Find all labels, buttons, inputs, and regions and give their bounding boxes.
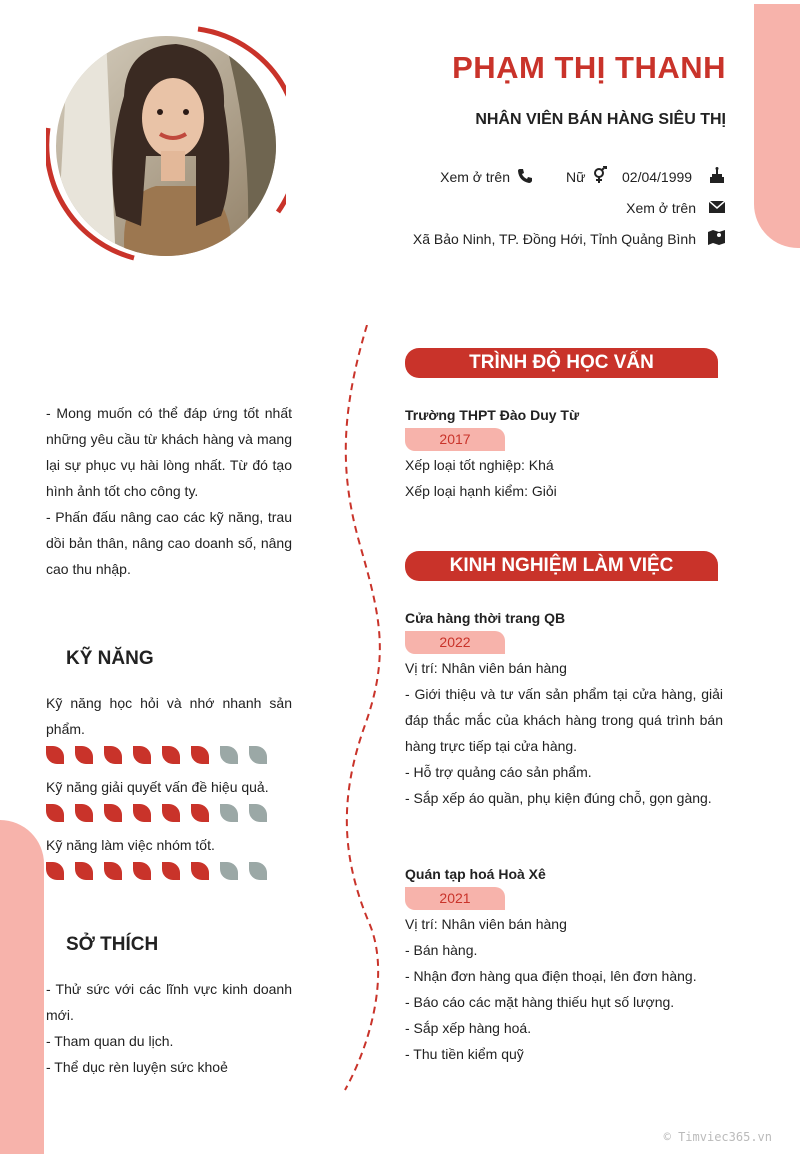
skill-leaf-filled bbox=[162, 804, 180, 822]
decorative-corner-top-right bbox=[754, 4, 800, 248]
skill-leaf-filled bbox=[46, 804, 64, 822]
hobbies-heading: SỞ THÍCH bbox=[66, 934, 159, 955]
job-line: Vị trí: Nhân viên bán hàng bbox=[405, 660, 567, 676]
skill-leaf-filled bbox=[162, 862, 180, 880]
job-line: - Sắp xếp áo quần, phụ kiện đúng chỗ, gọn gàng. bbox=[405, 790, 712, 806]
job-title: NHÂN VIÊN BÁN HÀNG SIÊU THỊ bbox=[475, 111, 726, 128]
job-details bbox=[405, 655, 723, 811]
avatar bbox=[46, 26, 286, 266]
skill-leaf-empty bbox=[249, 804, 267, 822]
experience-heading: KINH NGHIỆM LÀM VIỆC bbox=[405, 551, 718, 581]
job-line: Vị trí: Nhân viên bán hàng bbox=[405, 916, 567, 932]
skill-leaf-filled bbox=[162, 746, 180, 764]
hobby-item: - Tham quan du lịch. bbox=[46, 1033, 174, 1049]
candidate-name: PHẠM THỊ THANH bbox=[452, 50, 726, 85]
skill-label: Kỹ năng làm việc nhóm tốt. bbox=[46, 837, 215, 853]
hobby-item: - Thử sức với các lĩnh vực kinh doanh mới. bbox=[46, 981, 292, 1023]
skill-rating bbox=[46, 804, 276, 824]
envelope-icon bbox=[709, 201, 725, 213]
job-line: - Giới thiệu và tư vấn sản phẩm tại cửa hàng, giải đáp thắc mắc của khách hàng trong quá trình bán hàng trực tiếp tại cửa hàng. bbox=[405, 686, 723, 754]
skills-heading: KỸ NĂNG bbox=[66, 648, 154, 669]
skill-rating bbox=[46, 862, 276, 882]
job-line: - Thu tiền kiểm quỹ bbox=[405, 1046, 524, 1062]
education-heading: TRÌNH ĐỘ HỌC VẤN bbox=[405, 348, 718, 378]
job-line: - Báo cáo các mặt hàng thiếu hụt số lượng. bbox=[405, 994, 675, 1010]
skill-leaf-filled bbox=[133, 804, 151, 822]
avatar-photo bbox=[46, 26, 286, 266]
skill-leaf-empty bbox=[249, 862, 267, 880]
skill-leaf-filled bbox=[191, 746, 209, 764]
skill-leaf-filled bbox=[75, 862, 93, 880]
skill-leaf-filled bbox=[46, 862, 64, 880]
job-line: - Hỗ trợ quảng cáo sản phẩm. bbox=[405, 764, 592, 780]
phone-value: Xem ở trên bbox=[440, 169, 510, 185]
company-name: Quán tạp hoá Hoà Xê bbox=[405, 866, 546, 882]
job-line: - Nhận đơn hàng qua điện thoại, lên đơn hàng. bbox=[405, 968, 697, 984]
job-details bbox=[405, 911, 723, 1067]
gender-value: Nữ bbox=[566, 169, 586, 185]
skill-label: Kỹ năng học hỏi và nhớ nhanh sản phẩm. bbox=[46, 695, 292, 737]
skill-leaf-filled bbox=[75, 804, 93, 822]
education-details bbox=[405, 452, 723, 504]
wavy-divider bbox=[330, 325, 400, 1095]
job-year: 2022 bbox=[405, 631, 505, 654]
education-line: Xếp loại tốt nghiệp: Khá bbox=[405, 457, 554, 473]
email-value: Xem ở trên bbox=[626, 200, 696, 216]
skill-rating bbox=[46, 746, 276, 766]
skill-leaf-empty bbox=[249, 746, 267, 764]
school-name: Trường THPT Đào Duy Từ bbox=[405, 407, 580, 423]
skill-leaf-filled bbox=[104, 804, 122, 822]
career-objective bbox=[46, 400, 292, 582]
gender-icon bbox=[592, 166, 608, 184]
skill-leaf-empty bbox=[220, 746, 238, 764]
job-line: - Bán hàng. bbox=[405, 942, 478, 958]
skill-leaf-filled bbox=[46, 746, 64, 764]
hobbies-list bbox=[46, 976, 292, 1080]
decorative-corner-bottom-left bbox=[0, 820, 44, 1154]
skill-leaf-filled bbox=[133, 746, 151, 764]
objective-paragraph: - Mong muốn có thể đáp ứng tốt nhất những yêu cầu từ khách hàng và mang lại sự phục vụ hài lòng nhất. Từ đó tạo hình ảnh tốt cho công ty. bbox=[46, 405, 292, 499]
birthday-value: 02/04/1999 bbox=[622, 169, 693, 185]
phone-icon bbox=[517, 168, 533, 184]
skill-leaf-filled bbox=[104, 862, 122, 880]
hobby-item: - Thể dục rèn luyện sức khoẻ bbox=[46, 1059, 228, 1075]
skill-leaf-empty bbox=[220, 862, 238, 880]
birthday-cake-icon bbox=[709, 167, 725, 184]
education-year: 2017 bbox=[405, 428, 505, 451]
objective-paragraph: - Phấn đấu nâng cao các kỹ năng, trau dồi bản thân, nâng cao doanh số, nâng cao thu nhập. bbox=[46, 509, 292, 577]
company-name: Cửa hàng thời trang QB bbox=[405, 610, 566, 626]
job-year: 2021 bbox=[405, 887, 505, 910]
skill-leaf-filled bbox=[191, 804, 209, 822]
skill-leaf-filled bbox=[191, 862, 209, 880]
job-line: - Sắp xếp hàng hoá. bbox=[405, 1020, 532, 1036]
footer-watermark: © Timviec365.vn bbox=[663, 1130, 772, 1144]
address-value: Xã Bảo Ninh, TP. Đồng Hới, Tỉnh Quảng Bình bbox=[412, 231, 696, 247]
education-line: Xếp loại hạnh kiểm: Giỏi bbox=[405, 483, 557, 499]
skill-leaf-filled bbox=[133, 862, 151, 880]
skill-label: Kỹ năng giải quyết vấn đề hiệu quả. bbox=[46, 779, 269, 795]
skill-leaf-filled bbox=[75, 746, 93, 764]
skill-leaf-filled bbox=[104, 746, 122, 764]
map-icon bbox=[708, 229, 725, 245]
skill-leaf-empty bbox=[220, 804, 238, 822]
